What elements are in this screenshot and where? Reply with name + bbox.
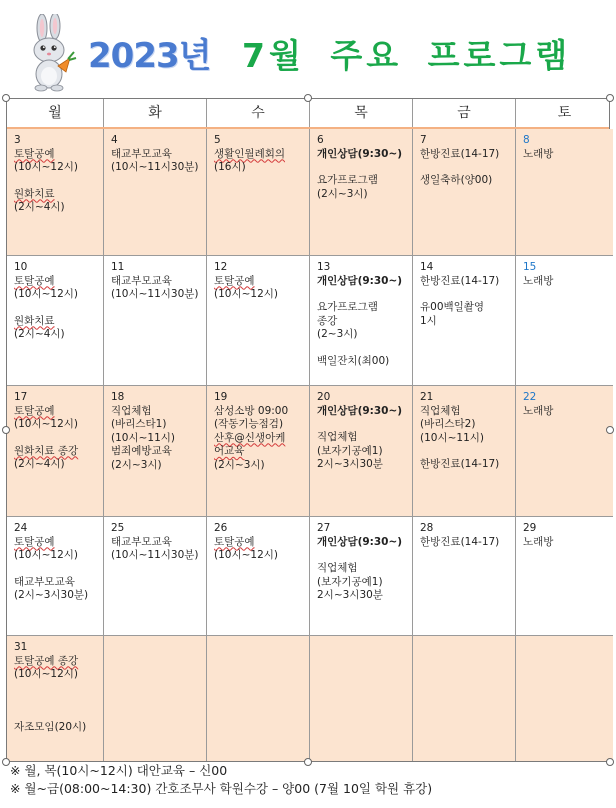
day-number: 15: [523, 261, 537, 273]
resize-handle[interactable]: [606, 94, 614, 102]
event-text: 노래방: [523, 274, 554, 287]
day-number: 25: [111, 522, 125, 534]
event-text: 토탈공예: [214, 535, 255, 548]
event-text: 토탈공예: [14, 535, 55, 548]
weekday-header: 수: [207, 99, 310, 127]
event-text: 백일잔치(최00): [317, 354, 390, 367]
day-number: 4: [111, 134, 118, 146]
resize-handle[interactable]: [304, 94, 312, 102]
calendar-day-cell: [207, 256, 310, 386]
day-number: 13: [317, 261, 331, 273]
event-text: (2~3시): [317, 328, 358, 340]
event-text: (16시): [214, 161, 246, 173]
event-text: (10시~11시): [420, 431, 484, 444]
day-number: 11: [111, 261, 125, 273]
calendar-day-cell: [413, 256, 516, 386]
title-year: 2023년: [88, 36, 211, 76]
event-text: 노래방: [523, 404, 554, 417]
resize-handle[interactable]: [2, 758, 10, 766]
calendar-day-cell: [207, 517, 310, 636]
calendar-day-cell: [413, 386, 516, 517]
event-text: (10시~12시): [214, 288, 278, 300]
calendar-day-cell: [104, 129, 207, 256]
event-text: 요가프로그램: [317, 174, 378, 186]
day-number: 26: [214, 522, 228, 534]
event-text: 개인상담(9:30~): [317, 535, 403, 548]
footnote-2: ※ 월~금(08:00~14:30) 간호조무사 학원수강 – 양00 (7월 10일 학원 휴강): [10, 781, 433, 796]
event-text: 어교육: [214, 445, 245, 457]
event-text: 노래방: [523, 147, 554, 160]
event-text: 직업체험: [317, 431, 358, 443]
calendar-day-cell: [310, 636, 413, 761]
line-spacer: [317, 549, 412, 562]
event-text: 한방진료(14-17): [420, 147, 500, 160]
event-text: 태교부모교육: [111, 147, 172, 160]
line-spacer: [317, 342, 412, 355]
event-text: (2시~3시): [317, 187, 368, 200]
event-text: (10시~12시): [14, 418, 78, 430]
bunny-with-carrot-icon: [22, 14, 78, 92]
calendar-day-cell: [7, 129, 104, 256]
day-number: 27: [317, 522, 331, 534]
calendar-day-cell: [516, 129, 613, 256]
event-text: 개인상담(9:30~): [317, 404, 403, 417]
calendar-day-cell: [310, 129, 413, 256]
line-spacer: [14, 695, 103, 708]
event-text: (10시~12시): [14, 549, 78, 561]
calendar-day-cell: [7, 636, 104, 761]
line-spacer: [420, 288, 515, 301]
calendar-day-cell: [310, 517, 413, 636]
event-text: 자조모임(20시): [14, 720, 87, 733]
weekday-header: 월: [7, 99, 104, 127]
event-text: (2시~4시): [14, 458, 65, 470]
calendar-day-cell: [104, 636, 207, 761]
event-text: 1시: [420, 314, 437, 327]
calendar-day-cell: [7, 386, 104, 517]
event-text: 개인상담(9:30~): [317, 147, 403, 160]
event-text: 한방진료(14-17): [420, 274, 500, 287]
event-text: 원화치료: [14, 187, 55, 200]
weekday-header: 화: [104, 99, 207, 127]
event-text: 2시~3시30분: [317, 589, 383, 601]
day-number: 12: [214, 261, 228, 273]
event-text: 생활인월례회의: [214, 147, 286, 160]
event-text: 요가프로그램: [317, 301, 378, 313]
footnote-1: ※ 월, 목(10시~12시) 대안교육 – 신00: [10, 763, 228, 778]
calendar-day-cell: [516, 517, 613, 636]
event-text: (보자기공예1): [317, 575, 383, 588]
event-text: 한방진료(14-17): [420, 458, 500, 470]
event-text: 원화치료: [14, 314, 55, 327]
day-number: 7: [420, 134, 427, 146]
event-text: 직업체험: [111, 404, 152, 417]
event-text: 범죄예방교육: [111, 445, 172, 457]
day-number: 21: [420, 391, 434, 403]
event-text: 개인상담(9:30~): [317, 274, 403, 287]
calendar-day-cell: [516, 636, 613, 761]
footnotes: [10, 762, 432, 798]
day-number: 8: [523, 134, 530, 146]
day-number: 6: [317, 134, 324, 146]
calendar-day-cell: [310, 256, 413, 386]
event-text: (보자기공예1): [317, 444, 383, 457]
line-spacer: [317, 161, 412, 174]
line-spacer: [14, 302, 103, 315]
day-number: 18: [111, 391, 125, 403]
day-number: 10: [14, 261, 28, 273]
event-text: 원화치료 종강: [14, 444, 79, 457]
resize-handle[interactable]: [606, 758, 614, 766]
calendar-day-cell: [310, 386, 413, 517]
line-spacer: [14, 708, 103, 721]
calendar-day-cell: [413, 517, 516, 636]
line-spacer: [317, 288, 412, 301]
event-text: 토탈공예: [214, 274, 255, 287]
line-spacer: [317, 418, 412, 431]
event-text: 생일축하(양00): [420, 174, 493, 186]
day-number: 24: [14, 522, 28, 534]
event-text: (10시~11시30분): [111, 549, 199, 561]
day-number: 28: [420, 522, 434, 534]
day-number: 20: [317, 391, 331, 403]
calendar-day-cell: [207, 386, 310, 517]
calendar-table: [6, 98, 610, 762]
event-text: (10시~11시30분): [111, 288, 199, 300]
event-text: (2시~3시30분): [14, 589, 89, 601]
event-text: (10시~12시): [14, 288, 78, 300]
calendar-day-cell: [516, 256, 613, 386]
event-text: 산후@신생아케: [214, 431, 286, 444]
weekday-header: 목: [310, 99, 413, 127]
resize-handle[interactable]: [2, 426, 10, 434]
event-text: (2시~3시): [111, 458, 162, 471]
event-text: (바리스타2): [420, 418, 476, 430]
event-text: (바리스타1): [111, 418, 167, 430]
event-text: 토탈공예 종강: [14, 654, 79, 667]
day-number: 3: [14, 134, 21, 146]
day-number: 14: [420, 261, 434, 273]
event-text: 노래방: [523, 535, 554, 548]
day-number: 29: [523, 522, 537, 534]
calendar-day-cell: [207, 636, 310, 761]
event-text: 직업체험: [317, 562, 358, 574]
event-text: 한방진료(14-17): [420, 535, 500, 548]
event-text: 삼성소방 09:00: [214, 404, 289, 417]
event-text: (작동기능점검): [214, 418, 284, 430]
day-number: 31: [14, 641, 28, 653]
calendar-day-cell: [516, 386, 613, 517]
event-text: 태교부모교육: [111, 274, 172, 287]
weekday-header: 금: [413, 99, 516, 127]
calendar-day-cell: [7, 256, 104, 386]
event-text: (10시~11시): [111, 431, 175, 444]
event-text: 태교부모교육: [14, 575, 75, 588]
line-spacer: [420, 445, 515, 458]
event-text: (10시~12시): [214, 549, 278, 561]
event-text: 2시~3시30분: [317, 458, 383, 470]
event-text: (10시~11시30분): [111, 161, 199, 173]
event-text: (2시~4시): [14, 201, 65, 213]
calendar-day-cell: [7, 517, 104, 636]
calendar-day-cell: [104, 517, 207, 636]
resize-handle[interactable]: [2, 94, 10, 102]
day-number: 22: [523, 391, 537, 403]
calendar-day-cell: [104, 256, 207, 386]
event-text: (10시~12시): [14, 161, 78, 173]
title-month-programs: 7월 주요 프로그램: [242, 36, 572, 75]
event-text: 종강: [317, 314, 338, 327]
calendar-day-cell: [413, 129, 516, 256]
event-text: 토탈공예: [14, 404, 55, 417]
line-spacer: [14, 175, 103, 188]
line-spacer: [14, 563, 103, 576]
day-number: 5: [214, 134, 221, 146]
line-spacer: [14, 432, 103, 445]
resize-handle[interactable]: [606, 426, 614, 434]
calendar-day-cell: [413, 636, 516, 761]
event-text: 직업체험: [420, 404, 461, 417]
page-header: [0, 0, 616, 95]
line-spacer: [420, 161, 515, 174]
calendar-day-cell: [207, 129, 310, 256]
day-number: 17: [14, 391, 28, 403]
resize-handle[interactable]: [304, 758, 312, 766]
event-text: (2시~4시): [14, 328, 65, 340]
weekday-header-row: [7, 99, 609, 129]
event-text: 유00백일촬영: [420, 301, 485, 313]
event-text: 토탈공예: [14, 147, 55, 160]
event-text: 태교부모교육: [111, 535, 172, 548]
event-text: (2시~3시): [214, 458, 265, 471]
event-text: 토탈공예: [14, 274, 55, 287]
day-number: 19: [214, 391, 228, 403]
event-text: (10시~12시): [14, 668, 78, 680]
calendar-day-cell: [104, 386, 207, 517]
weekday-header: 토: [557, 105, 572, 121]
line-spacer: [14, 682, 103, 695]
